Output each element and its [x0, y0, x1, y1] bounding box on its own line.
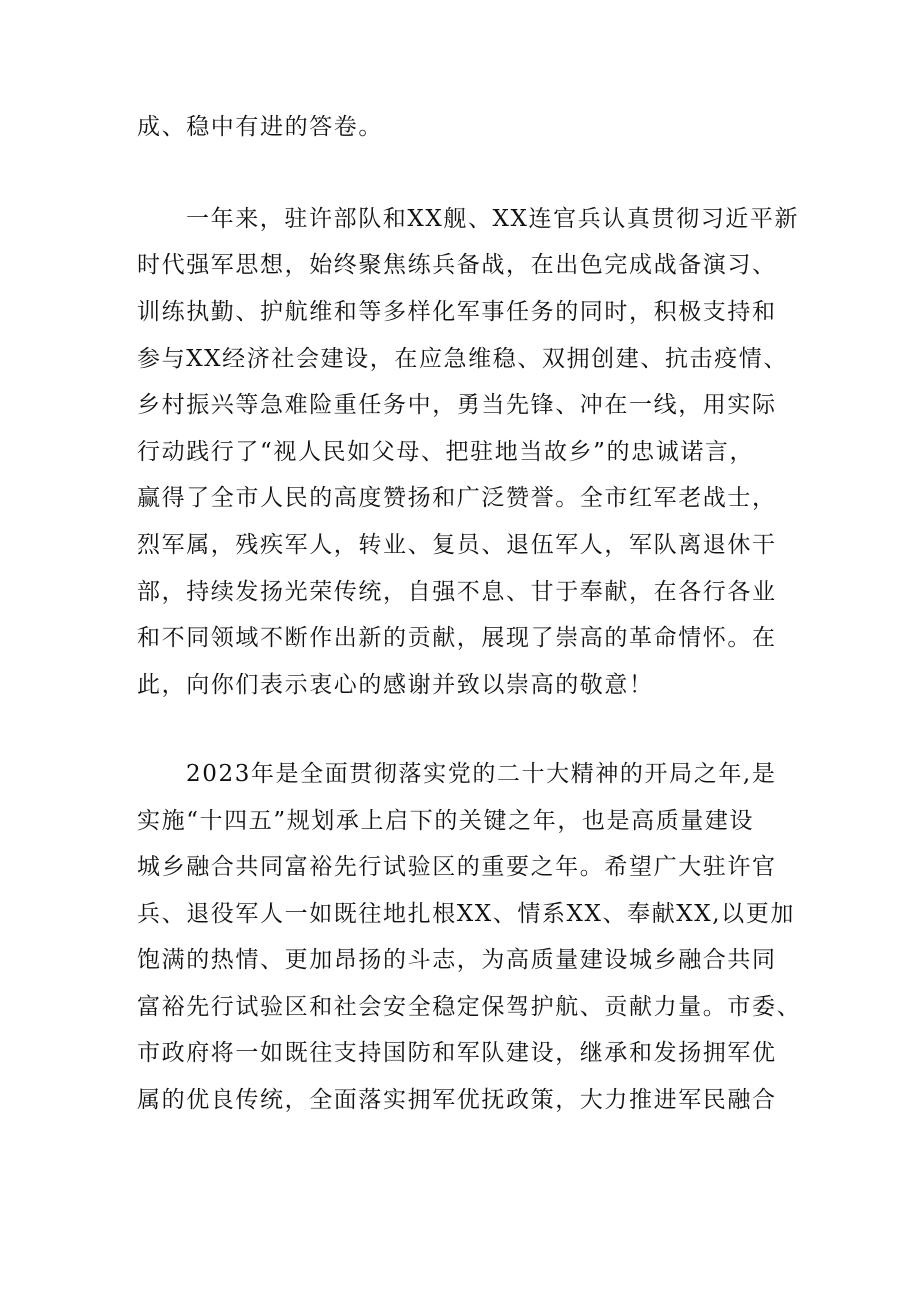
- paragraph-3-line-5: 饱满的热情、更加昂扬的斗志，为高质量建设城乡融合共同: [137, 947, 777, 973]
- paragraph-2-line-2: 时代强军思想，始终聚焦练兵备战，在出色完成战备演习、: [137, 252, 777, 278]
- paragraph-3-line-6: 富裕先行试验区和社会安全稳定保驾护航、贡献力量。市委、: [137, 994, 802, 1020]
- paragraph-2-line-5: 乡村振兴等急难险重任务中，勇当先锋、冲在一线，用实际: [137, 392, 777, 418]
- paragraph-2-line-1: 一年来，驻许部队和XX舰、XX连官兵认真贯彻习近平新: [186, 206, 800, 232]
- paragraph-2-line-3: 训练执勤、护航维和等多样化军事任务的同时，积极支持和: [137, 299, 777, 325]
- paragraph-2-line-11: 此，向你们表示衷心的感谢并致以崇高的敬意！: [137, 672, 654, 698]
- paragraph-3-line-8: 属的优良传统，全面落实拥军优抚政策，大力推进军民融合: [137, 1087, 777, 1113]
- paragraph-2-line-7: 赢得了全市人民的高度赞扬和广泛赞誉。全市红军老战士，: [137, 485, 777, 511]
- paragraph-2-line-6: 行动践行了“视人民如父母、把驻地当故乡”的忠诚诺言，: [137, 439, 755, 465]
- paragraph-1-line-1: 成、稳中有进的答卷。: [137, 114, 383, 140]
- paragraph-2-line-9: 部，持续发扬光荣传统，自强不息、甘于奉献，在各行各业: [137, 579, 777, 605]
- paragraph-2-line-8: 烈军属，残疾军人，转业、复员、退伍军人，军队离退休干: [137, 532, 777, 558]
- paragraph-2-line-4: 参与XX经济社会建设，在应急维稳、双拥创建、抗击疫情、: [137, 346, 788, 372]
- paragraph-2-line-10: 和不同领域不断作出新的贡献，展现了崇高的革命情怀。在: [137, 625, 777, 651]
- paragraph-3-line-3: 城乡融合共同富裕先行试验区的重要之年。希望广大驻许官: [137, 854, 777, 880]
- paragraph-3-line-2: 实施“十四五”规划承上启下的关键之年，也是高质量建设: [137, 808, 755, 834]
- paragraph-3-line-7: 市政府将一如既往支持国防和军队建设，继承和发扬拥军优: [137, 1040, 777, 1066]
- paragraph-3-line-4: 兵、退役军人一如既往地扎根XX、情系XX、奉献XX,以更加: [137, 901, 795, 927]
- paragraph-3-line-1: 2023年是全面贯彻落实党的二十大精神的开局之年,是: [186, 761, 777, 787]
